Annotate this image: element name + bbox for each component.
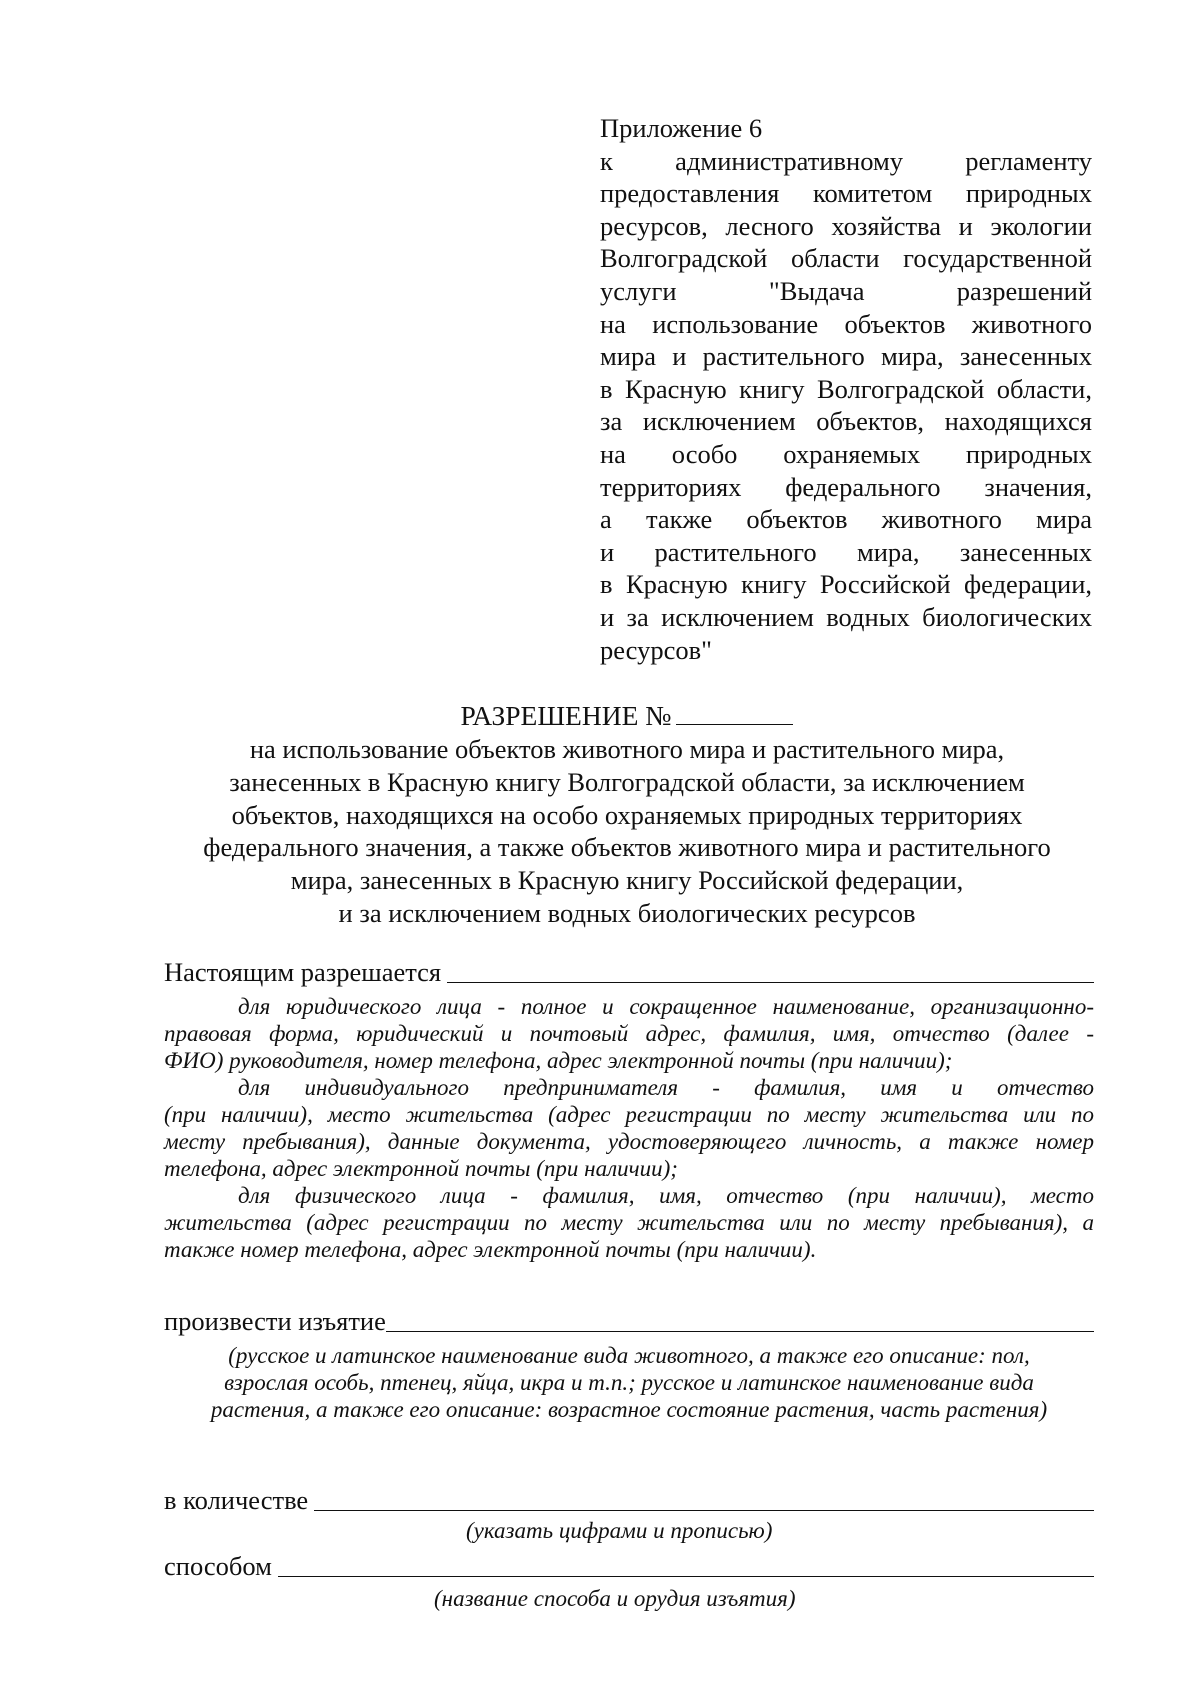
- hint-line: телефона, адрес электронной почты (при наличии);: [164, 1156, 678, 1181]
- appendix-line: а также объектов животного мира: [600, 504, 1092, 535]
- hint-line: ФИО) руководителя, номер телефона, адрес электронной почты (при наличии);: [164, 1048, 953, 1073]
- subtitle-line: и за исключением водных биологических ресурсов: [338, 897, 916, 928]
- hint-line: также номер телефона, адрес электронной почты (при наличии).: [164, 1237, 817, 1262]
- subtitle-line: занесенных в Красную книгу Волгоградской области, за исключением: [229, 766, 1025, 797]
- hint-line: жительства (адрес регистрации по месту жительства или по месту пребывания), а: [164, 1210, 1094, 1235]
- appendix-line: за исключением объектов, находящихся: [600, 406, 1092, 437]
- permitted-row: [164, 956, 1094, 988]
- hint-line: растения, а также его описание: возрастное состояние растения, часть растения): [210, 1397, 1048, 1422]
- appendix-line: и растительного мира, занесенных: [600, 536, 1092, 567]
- appendix-line: Приложение 6: [600, 113, 763, 143]
- method-hint: [434, 1585, 884, 1612]
- seizure-label: произвести изъятие: [164, 1306, 386, 1336]
- permit-title: [0, 698, 1200, 732]
- permit-number-field[interactable]: [676, 698, 793, 725]
- quantity-label: в количестве: [164, 1485, 309, 1515]
- method-label: способом: [164, 1551, 272, 1581]
- method-input-line[interactable]: [278, 1554, 1094, 1577]
- quantity-input-line[interactable]: [314, 1488, 1094, 1511]
- quantity-row: [164, 1484, 1094, 1516]
- permit-subtitle: [160, 733, 1094, 930]
- permitted-label: Настоящим разрешается: [164, 957, 442, 987]
- appendix-line: услуги "Выдача разрешений: [600, 275, 1092, 306]
- hint-line: для юридического лица - полное и сокращенное наименование, организационно-: [238, 994, 1094, 1019]
- appendix-line: мира и растительного мира, занесенных: [600, 341, 1092, 372]
- subtitle-line: объектов, находящихся на особо охраняемых природных территориях: [231, 799, 1023, 830]
- hint-line: взрослая особь, птенец, яйца, икра и т.п.; русское и латинское наименование вида: [224, 1370, 1034, 1395]
- appendix-line: и за исключением водных биологических: [600, 601, 1092, 632]
- appendix-line: ресурсов, лесного хозяйства и экологии: [600, 210, 1092, 241]
- subtitle-line: на использование объектов животного мира и растительного мира,: [249, 734, 1005, 764]
- seizure-hint: [164, 1342, 1094, 1423]
- appendix-line: предоставления комитетом природных: [600, 178, 1092, 209]
- appendix-line: на использование объектов животного: [600, 308, 1092, 339]
- appendix-line: к административному регламенту: [600, 145, 1092, 176]
- appendix-line: Волгоградской области государственной: [600, 243, 1092, 274]
- subtitle-line: федерального значения, а также объектов животного мира и растительного: [203, 832, 1051, 863]
- appendix-line: на особо охраняемых природных: [600, 438, 1092, 469]
- permitted-hint: [164, 993, 1094, 1263]
- seizure-input-line[interactable]: [386, 1309, 1094, 1332]
- permit-title-text: РАЗРЕШЕНИЕ №: [460, 700, 672, 731]
- hint-line: (указать цифрами и прописью): [466, 1518, 773, 1543]
- seizure-row: [164, 1305, 1094, 1337]
- hint-line: (русское и латинское наименование вида животного, а также его описание: пол,: [228, 1343, 1030, 1368]
- hint-line: (при наличии), место жительства (адрес регистрации по месту жительства или по: [164, 1102, 1094, 1127]
- hint-line: правовая форма, юридический и почтовый адрес, фамилия, имя, отчество (далее -: [164, 1021, 1094, 1046]
- appendix-line: территориях федерального значения,: [600, 471, 1092, 502]
- appendix-block: [600, 112, 1092, 666]
- hint-line: для физического лица - фамилия, имя, отчество (при наличии), место: [238, 1183, 1094, 1208]
- appendix-line: ресурсов": [600, 634, 712, 665]
- hint-line: месту пребывания), данные документа, удостоверяющего личность, а также номер: [164, 1129, 1094, 1154]
- appendix-line: в Красную книгу Российской федерации,: [600, 569, 1092, 600]
- subtitle-line: мира, занесенных в Красную книгу Российской федерации,: [290, 865, 964, 896]
- appendix-line: в Красную книгу Волгоградской области,: [600, 373, 1092, 404]
- method-row: [164, 1550, 1094, 1582]
- permitted-input-line[interactable]: [447, 960, 1094, 983]
- quantity-hint: [466, 1517, 866, 1544]
- hint-line: для индивидуального предпринимателя - фамилия, имя и отчество: [238, 1075, 1094, 1100]
- hint-line: (название способа и орудия изъятия): [434, 1586, 796, 1611]
